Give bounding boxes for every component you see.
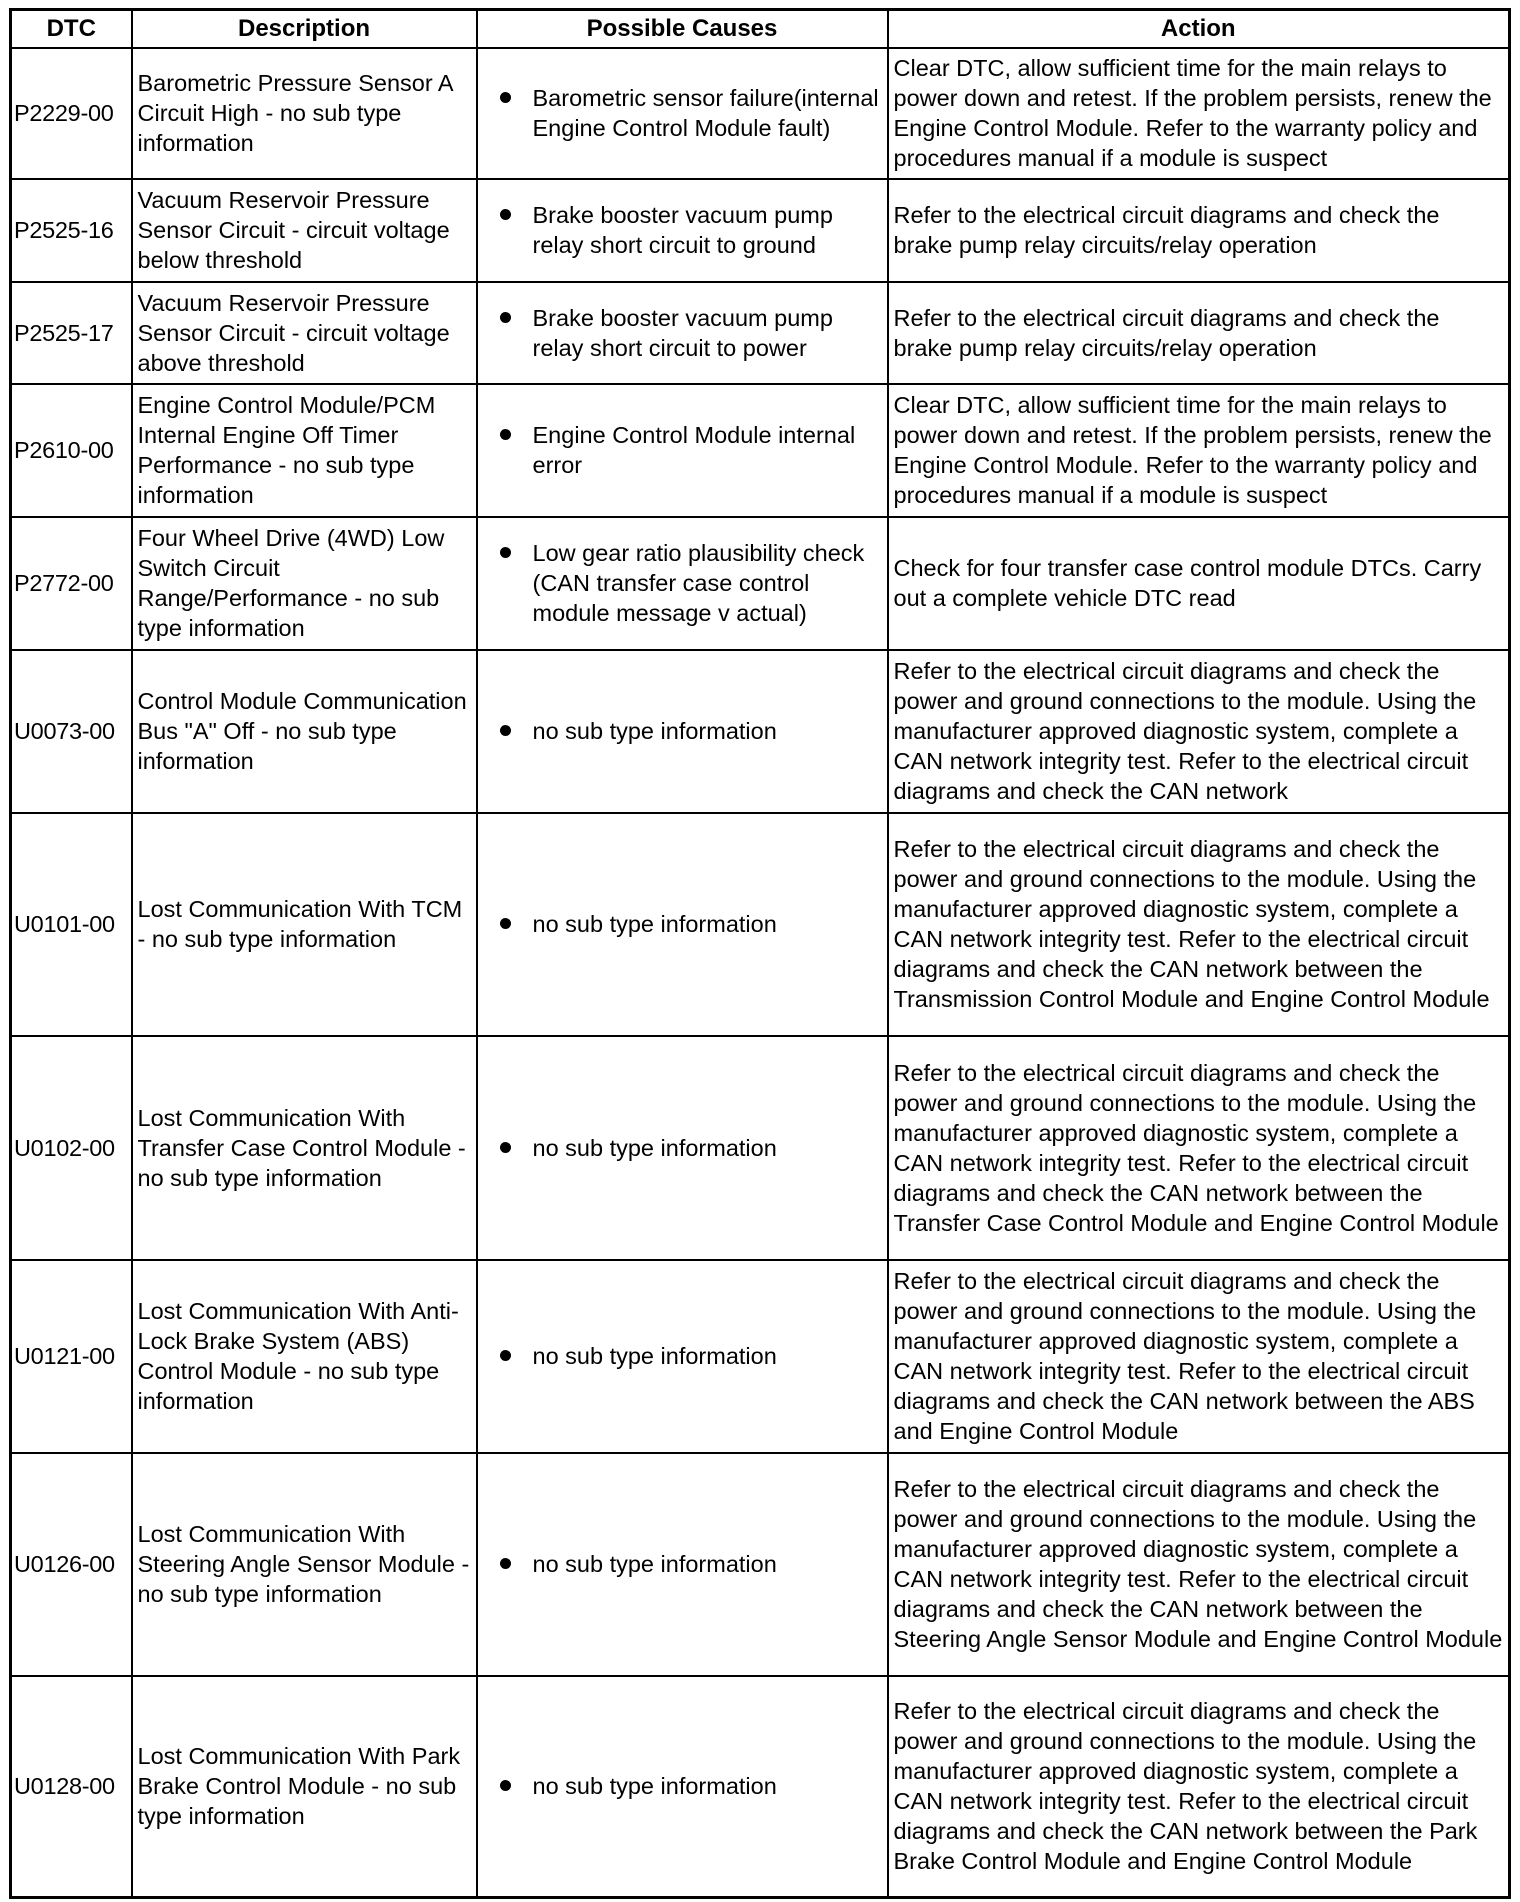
dtc-action: Clear DTC, allow sufficient time for the main relays to power down and retest. If the problem persists, renew the Engine Control Module. Refer to the warranty policy and procedures manual if a module is suspect: [888, 384, 1510, 517]
cause-text: no sub type information: [532, 1551, 777, 1577]
cause-item: [500, 1133, 883, 1163]
dtc-code: P2610-00: [11, 384, 132, 517]
dtc-action: Refer to the electrical circuit diagrams and check the power and ground connections to the module. Using the manufacturer approved diagnostic system, complete a CAN network integrity test. Refer to the electrical circuit diagrams and check the CAN network: [888, 650, 1510, 813]
table-row: [11, 48, 1510, 179]
possible-causes: [477, 384, 888, 517]
possible-causes: [477, 1453, 888, 1676]
cause-item: [500, 1341, 883, 1371]
bullet-icon: [500, 312, 511, 323]
cause-item: [500, 538, 883, 628]
bullet-icon: [500, 918, 511, 929]
cause-text: Brake booster vacuum pump relay short circuit to power: [532, 304, 833, 361]
table-row: [11, 1036, 1510, 1260]
cause-list: [500, 303, 883, 363]
bullet-icon: [500, 1350, 511, 1361]
possible-causes: [477, 650, 888, 813]
dtc-description: Lost Communication With Park Brake Control Module - no sub type information: [132, 1676, 477, 1898]
cause-item: [500, 200, 883, 260]
cause-text: no sub type information: [532, 1773, 777, 1800]
possible-causes: [477, 517, 888, 650]
dtc-action: Refer to the electrical circuit diagrams and check the power and ground connections to the module. Using the manufacturer approved diagnostic system, complete a CAN network integrity test. Refer to the electrical circuit diagrams and check the CAN network between the Transmission Control Module and Engine Control Module: [888, 813, 1510, 1036]
possible-causes: [477, 1676, 888, 1898]
dtc-code: P2229-00: [11, 48, 132, 179]
header-action: Action: [888, 10, 1510, 48]
dtc-code: U0101-00: [11, 813, 132, 1036]
dtc-table: [9, 8, 1511, 1899]
cause-list: [500, 83, 883, 143]
cause-text: Engine Control Module internal error: [532, 422, 856, 478]
dtc-code: U0126-00: [11, 1453, 132, 1676]
cause-item: [500, 909, 883, 939]
table-header: [11, 10, 1510, 48]
possible-causes: [477, 179, 888, 282]
possible-causes: [477, 813, 888, 1036]
table-row: [11, 1676, 1510, 1898]
dtc-code: U0073-00: [11, 650, 132, 813]
possible-causes: [477, 1260, 888, 1453]
cause-text: no sub type information: [532, 1134, 777, 1161]
table-row: [11, 179, 1510, 282]
cause-list: [500, 1133, 883, 1163]
table-row: [11, 1453, 1510, 1676]
table-body: [11, 48, 1510, 1898]
cause-item: [500, 1549, 883, 1579]
possible-causes: [477, 48, 888, 179]
dtc-description: Vacuum Reservoir Pressure Sensor Circuit - circuit voltage above threshold: [132, 282, 477, 384]
cause-list: [500, 1771, 883, 1801]
header-row: [11, 10, 1510, 48]
bullet-icon: [500, 92, 511, 103]
cause-text: no sub type information: [532, 1343, 777, 1369]
dtc-action: Refer to the electrical circuit diagrams and check the power and ground connections to the module. Using the manufacturer approved diagnostic system, complete a CAN network integrity test. Refer to the electrical circuit diagrams and check the CAN network between the Park Brake Control Module and Engine Control Module: [888, 1676, 1510, 1898]
dtc-action: Refer to the electrical circuit diagrams and check the brake pump relay circuits/relay operation: [888, 282, 1510, 384]
dtc-action: Clear DTC, allow sufficient time for the main relays to power down and retest. If the problem persists, renew the Engine Control Module. Refer to the warranty policy and procedures manual if a module is suspect: [888, 48, 1510, 179]
dtc-action: Refer to the electrical circuit diagrams and check the power and ground connections to the module. Using the manufacturer approved diagnostic system, complete a CAN network integrity test. Refer to the electrical circuit diagrams and check the CAN network between the ABS and Engine Control Module: [888, 1260, 1510, 1453]
cause-list: [500, 1341, 883, 1371]
dtc-description: Control Module Communication Bus "A" Off - no sub type information: [132, 650, 477, 813]
cause-item: [500, 303, 883, 363]
table-row: [11, 282, 1510, 384]
cause-list: [500, 716, 883, 746]
bullet-icon: [500, 725, 511, 736]
cause-item: [500, 83, 883, 143]
dtc-action: Refer to the electrical circuit diagrams and check the brake pump relay circuits/relay operation: [888, 179, 1510, 282]
dtc-code: P2525-16: [11, 179, 132, 282]
table-row: [11, 813, 1510, 1036]
dtc-action: Refer to the electrical circuit diagrams and check the power and ground connections to the module. Using the manufacturer approved diagnostic system, complete a CAN network integrity test. Refer to the electrical circuit diagrams and check the CAN network between the Steering Angle Sensor Module and Engine Control Module: [888, 1453, 1510, 1676]
dtc-code: U0128-00: [11, 1676, 132, 1898]
table-row: [11, 650, 1510, 813]
cause-list: [500, 909, 883, 939]
dtc-description: Vacuum Reservoir Pressure Sensor Circuit - circuit voltage below threshold: [132, 179, 477, 282]
cause-text: Low gear ratio plausibility check (CAN transfer case control module message v actual): [532, 540, 865, 626]
bullet-icon: [500, 547, 511, 558]
table-row: [11, 1260, 1510, 1453]
cause-text: Barometric sensor failure(internal Engine Control Module fault): [532, 85, 879, 141]
dtc-code: P2772-00: [11, 517, 132, 650]
dtc-code: P2525-17: [11, 282, 132, 384]
possible-causes: [477, 282, 888, 384]
bullet-icon: [500, 1142, 511, 1153]
bullet-icon: [500, 209, 511, 220]
dtc-action: Refer to the electrical circuit diagrams and check the power and ground connections to the module. Using the manufacturer approved diagnostic system, complete a CAN network integrity test. Refer to the electrical circuit diagrams and check the CAN network between the Transfer Case Control Module and Engine Control Module: [888, 1036, 1510, 1260]
bullet-icon: [500, 1780, 511, 1791]
dtc-code: U0102-00: [11, 1036, 132, 1260]
possible-causes: [477, 1036, 888, 1260]
dtc-action: Check for four transfer case control module DTCs. Carry out a complete vehicle DTC read: [888, 517, 1510, 650]
cause-text: no sub type information: [532, 911, 777, 937]
cause-list: [500, 200, 883, 260]
cause-text: no sub type information: [532, 718, 777, 744]
header-possible-causes: Possible Causes: [477, 10, 888, 48]
dtc-description: Lost Communication With TCM - no sub type information: [132, 813, 477, 1036]
dtc-description: Barometric Pressure Sensor A Circuit High - no sub type information: [132, 48, 477, 179]
dtc-description: Lost Communication With Anti-Lock Brake System (ABS) Control Module - no sub type information: [132, 1260, 477, 1453]
dtc-description: Lost Communication With Steering Angle Sensor Module - no sub type information: [132, 1453, 477, 1676]
bullet-icon: [500, 429, 511, 440]
cause-list: [500, 1549, 883, 1579]
cause-item: [500, 716, 883, 746]
cause-item: [500, 420, 883, 480]
cause-list: [500, 538, 883, 628]
header-description: Description: [132, 10, 477, 48]
cause-item: [500, 1771, 883, 1801]
dtc-description: Four Wheel Drive (4WD) Low Switch Circuit Range/Performance - no sub type information: [132, 517, 477, 650]
cause-list: [500, 420, 883, 480]
dtc-code: U0121-00: [11, 1260, 132, 1453]
header-dtc: DTC: [11, 10, 132, 48]
cause-text: Brake booster vacuum pump relay short circuit to ground: [532, 202, 833, 258]
dtc-description: Engine Control Module/PCM Internal Engine Off Timer Performance - no sub type information: [132, 384, 477, 517]
table-row: [11, 517, 1510, 650]
table-row: [11, 384, 1510, 517]
dtc-description: Lost Communication With Transfer Case Control Module - no sub type information: [132, 1036, 477, 1260]
bullet-icon: [500, 1558, 511, 1569]
